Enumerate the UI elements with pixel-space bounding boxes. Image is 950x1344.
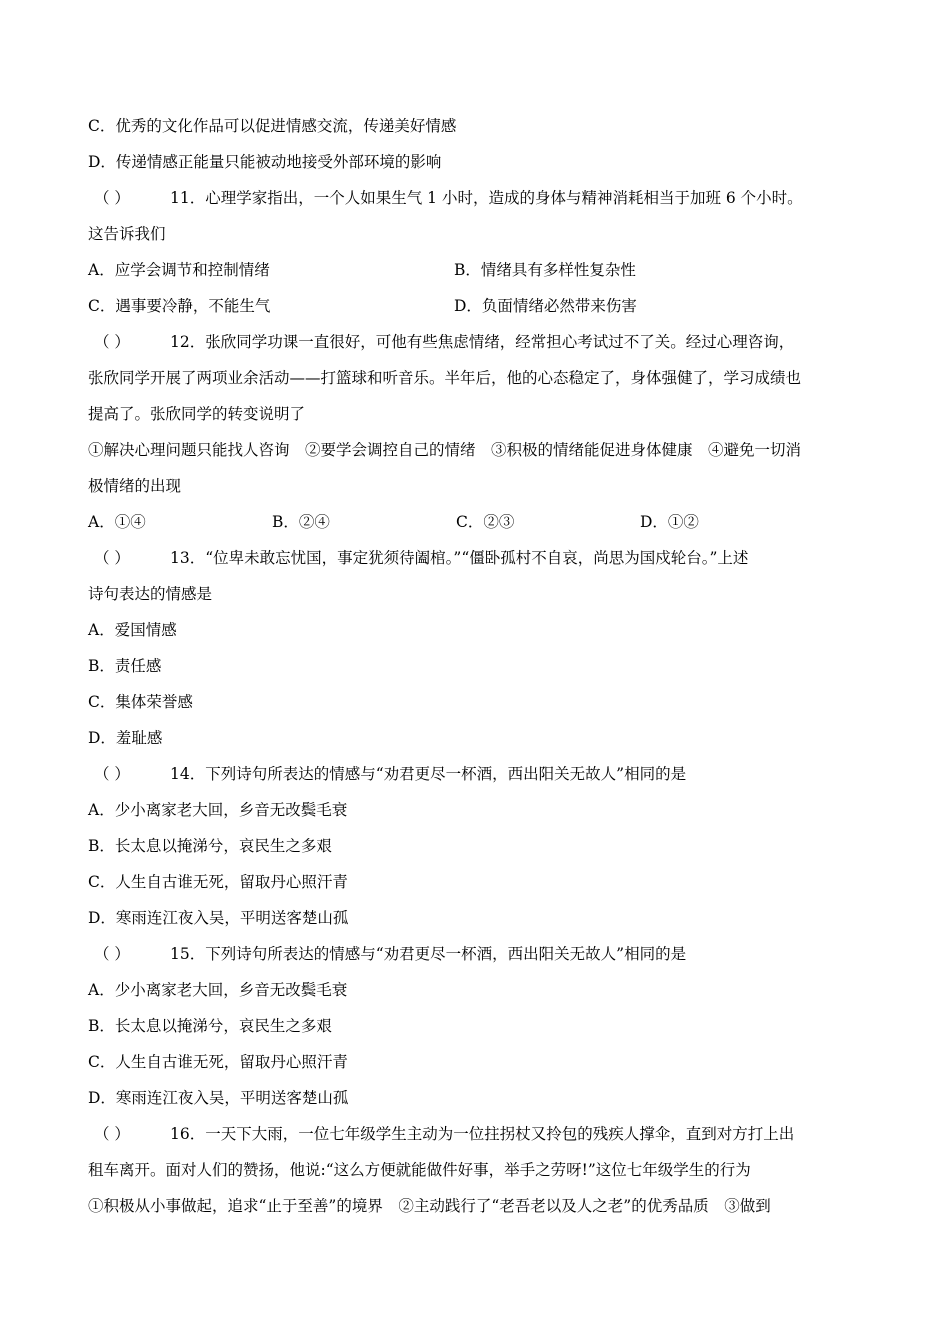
option-d: D．羞耻感 [88,729,163,747]
option-c: C．遇事要冷静，不能生气 [88,297,271,315]
option-c: C．人生自古谁无死，留取丹心照汗青 [88,1053,348,1071]
option-b: B．情绪具有多样性复杂性 [454,261,636,279]
option-d: D．寒雨连江夜入吴，平明送客楚山孤 [88,1089,349,1107]
option-b: B．长太息以掩涕兮，哀民生之多艰 [88,1017,332,1035]
option-a: A．少小离家老大回，乡音无改鬓毛衰 [88,981,348,999]
option-d: D．寒雨连江夜入吴，平明送客楚山孤 [88,909,349,927]
question-11-stem [88,180,864,216]
statements-continued: 极情绪的出现 [88,477,182,495]
answer-blank: （ ） [94,1125,130,1143]
options-row [88,288,864,324]
option-c: C．人生自古谁无死，留取丹心照汗青 [88,873,348,891]
option-a: A．少小离家老大回，乡音无改鬓毛衰 [88,801,348,819]
question-text-continued: 诗句表达的情感是 [88,585,213,603]
question-text-continued: 提高了。张欣同学的转变说明了 [88,405,306,423]
question-13-stem [88,540,864,576]
question-text-continued: 张欣同学开展了两项业余活动——打篮球和听音乐。半年后，他的心态稳定了，身体强健了，学习成绩也 [88,369,802,387]
question-16-stem [88,1116,864,1152]
question-text-continued: 租车离开。面对人们的赞扬，他说:“这么方便就能做件好事，举手之劳呀!”这位七年级学生的行为 [88,1161,751,1179]
answer-blank: （ ） [94,765,130,783]
question-12-stem [88,324,864,360]
option-d: D．①② [640,513,699,531]
option-a: A．爱国情感 [88,621,177,639]
answer-blank: （ ） [94,333,130,351]
option-c: C．②③ [456,513,515,531]
option-c: C．优秀的文化作品可以促进情感交流，传递美好情感 [88,117,457,135]
question-text: 12．张欣同学功课一直很好，可他有些焦虑情绪，经常担心考试过不了关。经过心理咨询， [170,333,795,351]
question-15-stem [88,936,864,972]
question-text: 11．心理学家指出，一个人如果生气 1 小时，造成的身体与精神消耗相当于加班 6 个小时。 [170,189,803,207]
question-text-continued: 这告诉我们 [88,225,166,243]
options-row [88,252,864,288]
option-a: A．①④ [88,513,146,531]
option-d: D．负面情绪必然带来伤害 [454,297,637,315]
answer-blank: （ ） [94,549,130,567]
options-row [88,504,864,540]
question-text: 13．“位卑未敢忘忧国，事定犹须待阖棺。”“僵卧孤村不自哀，尚思为国戍轮台。”上述 [170,549,749,567]
answer-blank: （ ） [94,189,130,207]
option-a: A．应学会调节和控制情绪 [88,261,270,279]
exam-page [88,108,864,1224]
question-text: 15．下列诗句所表达的情感与“劝君更尽一杯酒，西出阳关无故人”相同的是 [170,945,687,963]
option-c: C．集体荣誉感 [88,693,193,711]
question-text: 14．下列诗句所表达的情感与“劝君更尽一杯酒，西出阳关无故人”相同的是 [170,765,687,783]
question-text: 16．一天下大雨，一位七年级学生主动为一位拄拐杖又拎包的残疾人撑伞，直到对方打上出 [170,1125,795,1143]
option-b: B．长太息以掩涕兮，哀民生之多艰 [88,837,332,855]
question-14-stem [88,756,864,792]
statements: ①解决心理问题只能找人咨询 ②要学会调控自己的情绪 ③积极的情绪能促进身体健康 ④避免一切消 [88,441,802,459]
option-b: B．责任感 [88,657,162,675]
option-d: D．传递情感正能量只能被动地接受外部环境的影响 [88,153,442,171]
option-b: B．②④ [272,513,330,531]
answer-blank: （ ） [94,945,130,963]
statements: ①积极从小事做起，追求“止于至善”的境界 ②主动践行了“老吾老以及人之老”的优秀品质 ③做到 [88,1197,771,1215]
